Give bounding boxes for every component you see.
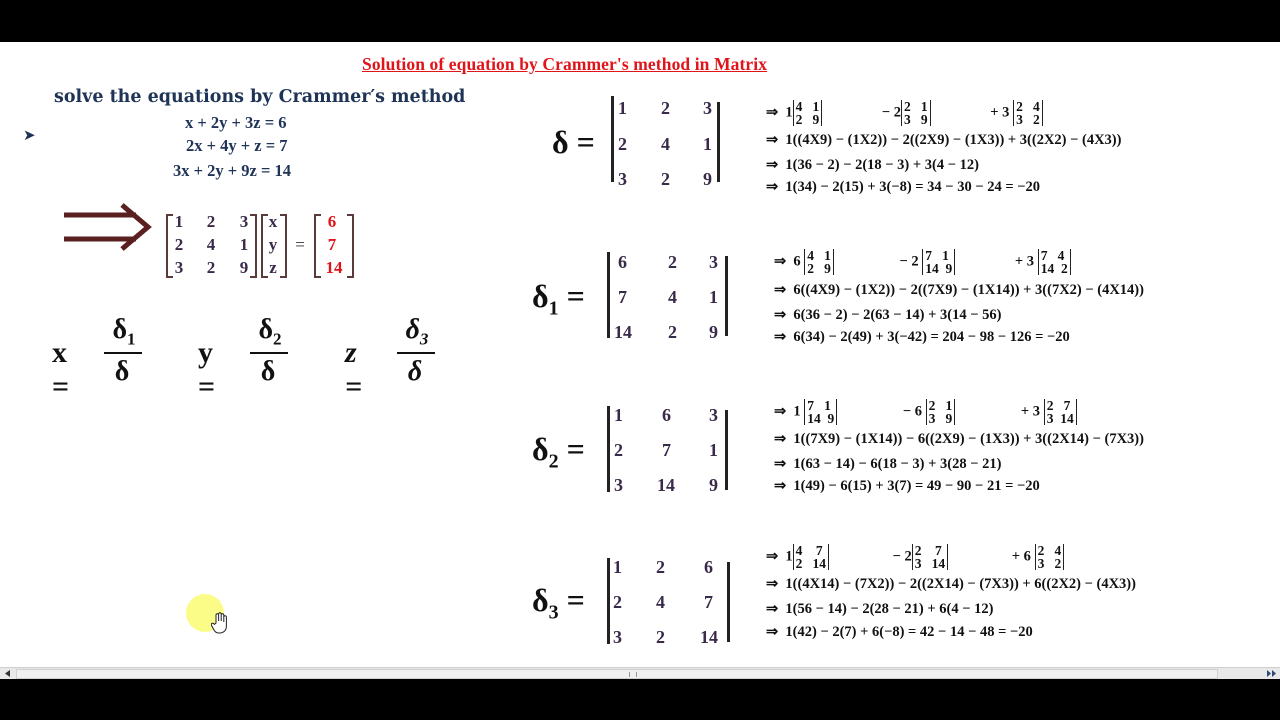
det-bar-right <box>725 256 728 336</box>
det-cell: 2 <box>668 322 677 342</box>
bullet-arrow-icon: ➤ <box>23 126 36 144</box>
equals-sign: = <box>295 235 305 254</box>
formula-numerator: $\delta_3$ <box>405 314 429 349</box>
bracket-right <box>280 214 287 278</box>
equation-2: 2x + 4y + z = 7 <box>186 136 288 155</box>
formula-numerator: $\delta_2$ <box>258 314 282 349</box>
det-cell: 1 <box>618 98 627 118</box>
det-label: $\delta_2$ = <box>532 431 585 473</box>
matrix-a-cell: 9 <box>239 258 249 277</box>
scrollbar-grip <box>629 672 637 677</box>
det-cell: 4 <box>656 592 665 612</box>
step-expansion: ⇒ 1 4 7 2 14 − 2 2 7 3 14 + 6 2 4 3 2 <box>766 544 1064 570</box>
det-bar-left <box>607 252 610 338</box>
det-cell: 2 <box>661 169 670 189</box>
matrix-equation <box>164 212 364 282</box>
step-line-3: ⇒ 1(56 − 14) − 2(28 − 21) + 6(4 − 12) <box>766 601 994 617</box>
fraction-bar <box>397 352 435 354</box>
step-line-3: ⇒ 6(36 − 2) − 2(63 − 14) + 3(14 − 56) <box>774 307 1002 323</box>
det-cell: 7 <box>704 592 713 612</box>
matrix-a-cell: 3 <box>174 258 184 277</box>
problem-heading: solve the equations by Crammer′s method <box>54 87 466 107</box>
step-expansion: ⇒ 1 4 1 2 9 − 2 2 1 3 9 + 3 2 4 3 2 <box>766 100 1043 126</box>
matrix-x-cell: x <box>268 212 278 231</box>
scrollbar-thumb[interactable] <box>16 669 1218 679</box>
det-cell: 4 <box>668 287 677 307</box>
matrix-x-cell: y <box>268 235 278 254</box>
det-cell: 1 <box>703 134 712 154</box>
matrix-a-cell: 1 <box>239 235 249 254</box>
bracket-left <box>314 214 321 278</box>
matrix-a-cell: 2 <box>206 258 216 277</box>
matrix-a-cell: 2 <box>174 235 184 254</box>
det-bar-left <box>607 558 610 644</box>
det-cell: 1 <box>613 557 622 577</box>
step-line-2: ⇒ 6((4X9) − (1X2)) − 2((7X9) − (1X14)) + 3((7X2) − (4X14)) <box>774 282 1144 298</box>
bracket-right <box>250 214 257 278</box>
det-cell: 3 <box>618 169 627 189</box>
det-cell: 3 <box>613 627 622 647</box>
horizontal-scrollbar[interactable] <box>0 667 1280 679</box>
det-cell: 3 <box>614 475 623 495</box>
matrix-a-cell: 1 <box>174 212 184 231</box>
det-cell: 1 <box>709 440 718 460</box>
det-cell: 2 <box>613 592 622 612</box>
matrix-b-cell: 6 <box>327 212 337 231</box>
step-line-3: ⇒ 1(63 − 14) − 6(18 − 3) + 3(28 − 21) <box>774 456 1002 472</box>
step-line-2: ⇒ 1((4X14) − (7X2)) − 2((2X14) − (7X3)) + 6((2X2) − (4X3)) <box>766 576 1136 592</box>
det-cell: 14 <box>657 475 675 495</box>
step-line-4: ⇒ 1(49) − 6(15) + 3(7) = 49 − 90 − 21 = −20 <box>774 478 1040 494</box>
formula-lhs: x = <box>52 336 70 403</box>
det-cell: 9 <box>709 475 718 495</box>
matrix-b-cell: 14 <box>325 258 343 277</box>
det-bar-left <box>607 406 610 492</box>
det-cell: 1 <box>614 405 623 425</box>
formula-denominator: δ <box>114 356 130 387</box>
det-label: $\delta_1$ = <box>532 278 585 320</box>
fraction-bar <box>250 352 288 354</box>
det-cell: 3 <box>703 98 712 118</box>
det-cell: 2 <box>661 98 670 118</box>
det-cell: 6 <box>662 405 671 425</box>
bracket-right <box>347 214 354 278</box>
step-expansion: ⇒ 6 4 1 2 9 − 2 7 1 14 9 + 3 7 4 14 2 <box>774 249 1071 275</box>
det-cell: 9 <box>709 322 718 342</box>
matrix-a-cell: 4 <box>206 235 216 254</box>
det-bar-right <box>725 410 728 490</box>
page-title: Solution of equation by Crammer's method in Matrix <box>362 54 768 74</box>
det-bar-right <box>717 102 720 182</box>
fraction-bar <box>104 352 142 354</box>
matrix-x-cell: z <box>269 258 277 277</box>
matrix-a-cell: 3 <box>239 212 249 231</box>
det-cell: 2 <box>614 440 623 460</box>
formula-denominator: δ <box>260 356 276 387</box>
formula-numerator: $\delta_1$ <box>112 314 136 349</box>
det-cell: 7 <box>662 440 671 460</box>
det-cell: 3 <box>709 252 718 272</box>
step-line-2: ⇒ 1((4X9) − (1X2)) − 2((2X9) − (1X3)) + 3((2X2) − (4X3)) <box>766 132 1122 148</box>
det-cell: 6 <box>704 557 713 577</box>
step-line-2: ⇒ 1((7X9) − (1X14)) − 6((2X9) − (1X3)) + 3((2X14) − (7X3)) <box>774 431 1144 447</box>
matrix-a-cell: 2 <box>206 212 216 231</box>
step-line-4: ⇒ 1(42) − 2(7) + 6(−8) = 42 − 14 − 48 = −20 <box>766 624 1033 640</box>
det-bar-left <box>611 96 614 182</box>
step-line-3: ⇒ 1(36 − 2) − 2(18 − 3) + 3(4 − 12) <box>766 157 979 173</box>
matrix-b-cell: 7 <box>327 235 337 254</box>
det-cell: 6 <box>618 252 627 272</box>
scroll-right-arrow-icon[interactable] <box>1264 669 1278 678</box>
det-label: δ = <box>552 124 595 160</box>
det-cell: 7 <box>618 287 627 307</box>
document-page <box>0 42 1280 667</box>
det-cell: 2 <box>656 627 665 647</box>
det-cell: 14 <box>614 322 632 342</box>
implies-arrow-icon <box>64 203 152 253</box>
step-line-4: ⇒ 6(34) − 2(49) + 3(−42) = 204 − 98 − 126 = −20 <box>774 329 1070 345</box>
det-bar-right <box>727 562 730 642</box>
step-line-4: ⇒ 1(34) − 2(15) + 3(−8) = 34 − 30 − 24 = −20 <box>766 179 1040 195</box>
det-cell: 9 <box>703 169 712 189</box>
det-cell: 14 <box>700 627 718 647</box>
det-label: $\delta_3$ = <box>532 582 585 624</box>
formula-lhs: y = <box>198 336 216 403</box>
det-cell: 3 <box>709 405 718 425</box>
det-cell: 2 <box>656 557 665 577</box>
formula-denominator: δ <box>407 356 423 387</box>
det-cell: 4 <box>661 134 670 154</box>
equation-1: x + 2y + 3z = 6 <box>185 113 287 132</box>
formula-lhs: z = <box>345 336 363 403</box>
step-expansion: ⇒ 1 7 1 14 9 − 6 2 1 3 9 + 3 2 7 3 14 <box>774 399 1077 425</box>
scroll-left-arrow-icon[interactable] <box>2 669 14 678</box>
det-cell: 2 <box>668 252 677 272</box>
hand-cursor-icon <box>211 612 229 634</box>
det-cell: 1 <box>709 287 718 307</box>
equation-3: 3x + 2y + 9z = 14 <box>173 161 292 180</box>
det-cell: 2 <box>618 134 627 154</box>
